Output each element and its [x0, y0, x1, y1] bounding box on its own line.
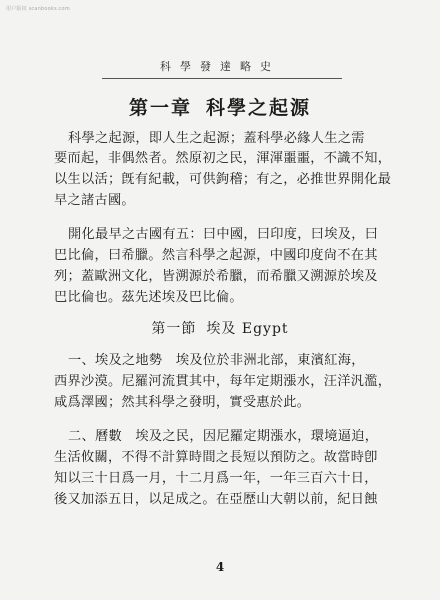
header-rule — [102, 78, 342, 79]
paragraph-4-line: 生活攸關，不得不計算時間之長短以預防之。故當時卽 — [54, 450, 378, 465]
paragraph-2-line: 巴比倫也。茲先述埃及巴比倫。 — [54, 290, 243, 305]
section-title: 埃及 Egypt — [206, 321, 289, 337]
paragraph-3-line: 西界沙漠。尼羅河流貫其中，每年定期漲水，汪洋汎濫， — [54, 374, 392, 389]
paragraph-4-line: 知以三十日爲一月，十二月爲一年，一年三百六十日， — [54, 471, 378, 486]
paragraph-1-line: 科學之起源，即人生之起源；蓋科學必緣人生之需 — [68, 131, 365, 146]
chapter-heading — [0, 93, 440, 120]
section-number: 第一節 — [151, 321, 197, 337]
running-head: 科學發達略史 — [160, 60, 280, 73]
paragraph-3-line: 一、埃及之地勢 埃及位於非洲北部，東濱紅海， — [68, 353, 365, 368]
paragraph-2-line: 列；蓋歐洲文化，皆溯源於希臘，而希臘又溯源於埃及 — [54, 269, 378, 284]
paragraph-1-line: 早之諸古國。 — [54, 193, 135, 208]
section-heading — [0, 318, 440, 338]
scan-watermark: 用户版权 scanbooks.com — [6, 6, 70, 12]
paragraph-1-line: 要而起，非偶然者。然原初之民，渾渾噩噩，不識不知， — [54, 151, 392, 166]
chapter-number: 第一章 — [128, 97, 192, 119]
paragraph-2-line: 開化最早之古國有五：曰中國，曰印度，曰埃及，曰 — [68, 227, 379, 242]
paragraph-3-line: 咸爲澤國；然其科學之發明，實受惠於此。 — [54, 395, 311, 410]
paragraph-1-line: 以生以活；旣有紀載，可供鉤稽；有之，必推世界開化最 — [54, 172, 392, 187]
chapter-title: 科學之起源 — [206, 97, 312, 119]
paragraph-2-line: 巴比倫，曰希臘。然言科學之起源，中國印度尙不在其 — [54, 248, 378, 263]
paragraph-4-line: 二、曆數 埃及之民，因尼羅定期漲水，環境逼迫， — [68, 429, 379, 444]
paragraph-4-line: 後又加添五日，以足成之。在亞歷山大朝以前，紀日蝕 — [54, 492, 378, 507]
page-number: 4 — [215, 560, 225, 574]
